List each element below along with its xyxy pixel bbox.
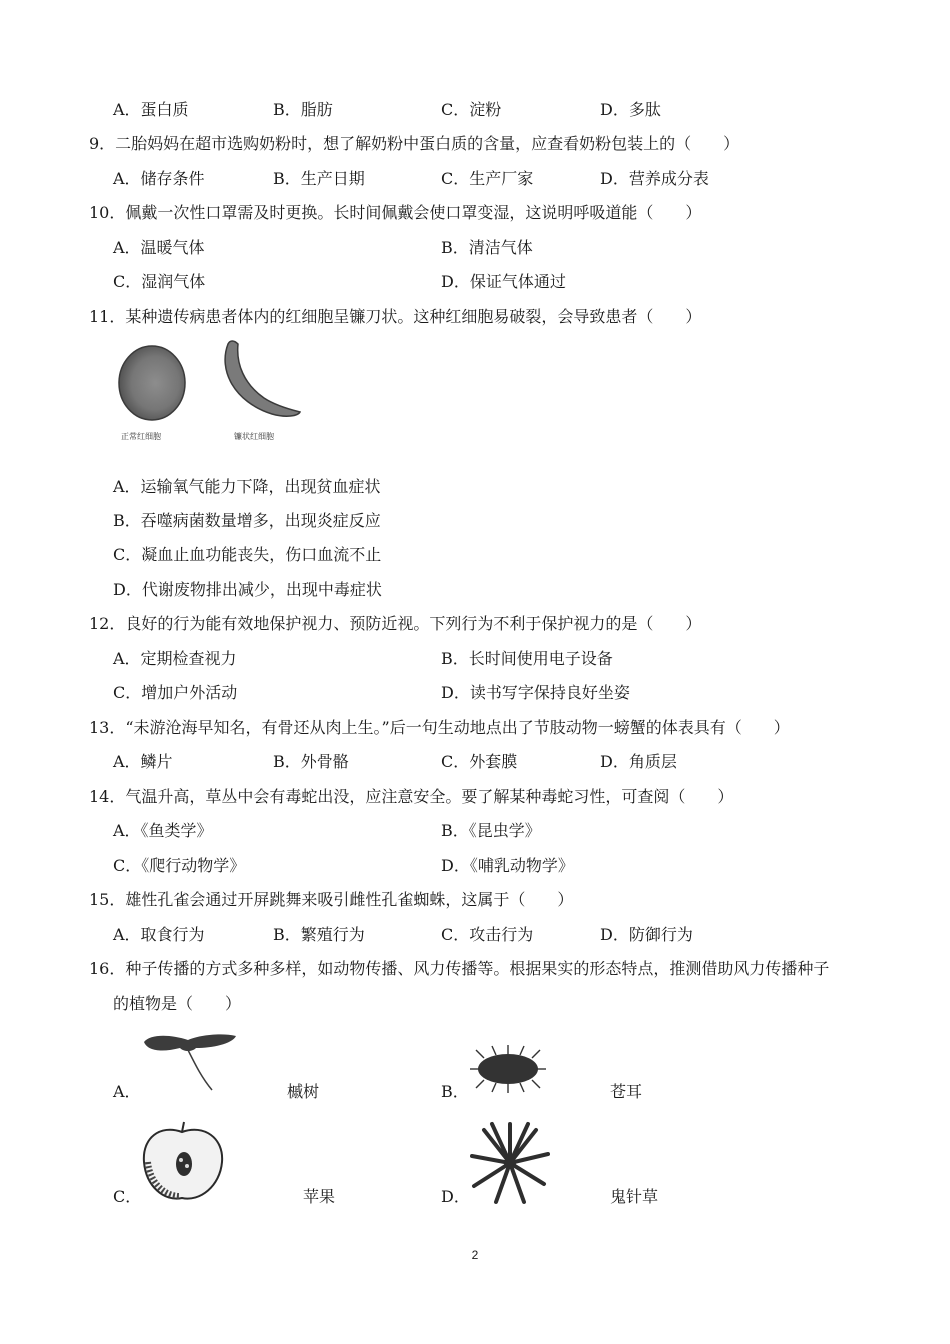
q16-option-a-letter: A． xyxy=(113,1082,141,1101)
q16-option-b-letter: B． xyxy=(441,1082,469,1101)
q11-option-b: B．吞噬病菌数量增多，出现炎症反应 xyxy=(113,511,381,530)
q16-option-c-letter: C． xyxy=(113,1187,142,1206)
q14-stem: 14．气温升高，草丛中会有毒蛇出没，应注意安全。要了解某种毒蛇习性，可查阅（ ） xyxy=(89,787,734,806)
q13-option-d: D．角质层 xyxy=(600,752,677,771)
q12-option-b: B．长时间使用电子设备 xyxy=(441,649,613,668)
q14-option-c: C．《爬行动物学》 xyxy=(113,856,246,875)
q11-stem: 11．某种遗传病患者体内的红细胞呈镰刀状。这种红细胞易破裂，会导致患者（ ） xyxy=(89,307,702,326)
q11-option-d: D．代谢废物排出减少，出现中毒症状 xyxy=(113,580,382,599)
apple-icon xyxy=(140,1120,226,1204)
q16-option-a-name: 槭树 xyxy=(287,1082,320,1101)
q8-option-c: C．淀粉 xyxy=(441,100,502,119)
q14-option-a: A．《鱼类学》 xyxy=(113,821,213,840)
q15-option-a: A．取食行为 xyxy=(113,925,205,944)
q14-option-b: B．《昆虫学》 xyxy=(441,821,541,840)
q16-option-b-name: 苍耳 xyxy=(610,1082,643,1101)
cocklebur-icon xyxy=(468,1044,548,1094)
q10-option-c: C．湿润气体 xyxy=(113,272,206,291)
q9-option-c: C．生产厂家 xyxy=(441,169,534,188)
beggarticks-icon xyxy=(470,1120,550,1206)
q8-option-b: B．脂肪 xyxy=(273,100,333,119)
q13-option-b: B．外骨骼 xyxy=(273,752,349,771)
q11-option-c: C．凝血止血功能丧失，伤口血流不止 xyxy=(113,545,382,564)
q15-stem: 15．雄性孔雀会通过开屏跳舞来吸引雌性孔雀蜘蛛，这属于（ ） xyxy=(89,890,574,909)
q8-option-d: D．多肽 xyxy=(600,100,661,119)
q10-option-a: A．温暖气体 xyxy=(113,238,205,257)
q12-option-c: C．增加户外活动 xyxy=(113,683,238,702)
q9-stem: 9．二胎妈妈在超市选购奶粉时，想了解奶粉中蛋白质的含量，应查看奶粉包装上的（ ） xyxy=(89,134,740,153)
q8-option-a: A．蛋白质 xyxy=(113,100,189,119)
sickle-red-cell-icon xyxy=(214,340,304,422)
sickle-red-cell-label: 镰状红细胞 xyxy=(234,432,274,441)
q9-option-a: A．储存条件 xyxy=(113,169,205,188)
q16-option-c-name: 苹果 xyxy=(303,1187,336,1206)
q12-option-a: A．定期检查视力 xyxy=(113,649,237,668)
q13-stem: 13．“未游沧海早知名，有骨还从肉上生。”后一句生动地点出了节肢动物一螃蟹的体表具有（ ） xyxy=(89,718,790,737)
q16-stem-line1: 16．种子传播的方式多种多样，如动物传播、风力传播等。根据果实的形态特点，推测借助风力传播种子 xyxy=(89,959,830,978)
q9-option-b: B．生产日期 xyxy=(273,169,365,188)
q16-stem-line2: 的植物是（ ） xyxy=(113,994,242,1013)
q13-option-c: C．外套膜 xyxy=(441,752,518,771)
q10-option-b: B．清洁气体 xyxy=(441,238,533,257)
q16-option-d-name: 鬼针草 xyxy=(610,1187,659,1206)
q10-option-d: D．保证气体通过 xyxy=(441,272,566,291)
q9-option-d: D．营养成分表 xyxy=(600,169,709,188)
q14-option-d: D．《哺乳动物学》 xyxy=(441,856,574,875)
normal-red-cell-label: 正常红细胞 xyxy=(121,432,161,441)
q10-stem: 10．佩戴一次性口罩需及时更换。长时间佩戴会使口罩变湿，这说明呼吸道能（ ） xyxy=(89,203,702,222)
page-number: 2 xyxy=(471,1248,479,1262)
normal-red-cell-icon xyxy=(116,343,188,423)
q15-option-b: B．繁殖行为 xyxy=(273,925,365,944)
q15-option-c: C．攻击行为 xyxy=(441,925,534,944)
q13-option-a: A．鳞片 xyxy=(113,752,173,771)
q15-option-d: D．防御行为 xyxy=(600,925,693,944)
q11-option-a: A．运输氧气能力下降，出现贫血症状 xyxy=(113,477,381,496)
q12-option-d: D．读书写字保持良好坐姿 xyxy=(441,683,630,702)
maple-samara-icon xyxy=(140,1030,240,1094)
q12-stem: 12．良好的行为能有效地保护视力、预防近视。下列行为不利于保护视力的是（ ） xyxy=(89,614,702,633)
q16-option-d-letter: D． xyxy=(441,1187,470,1206)
